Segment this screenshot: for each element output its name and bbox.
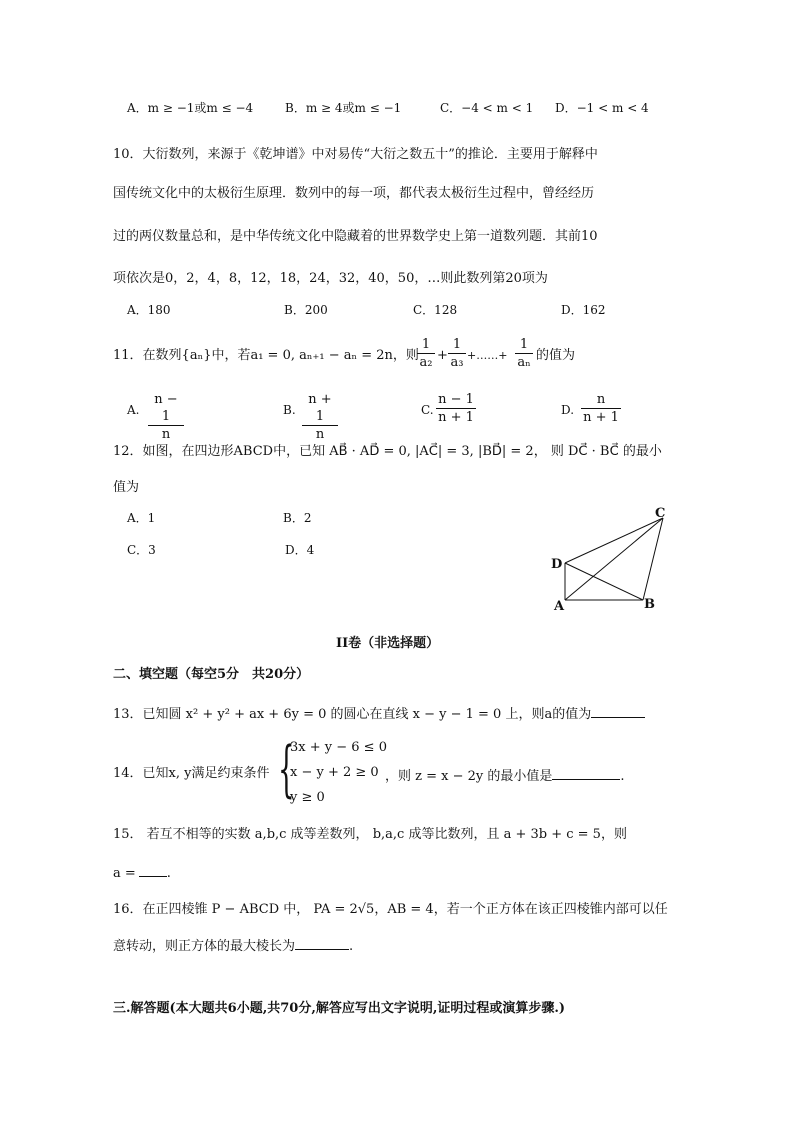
answer-blank bbox=[295, 935, 349, 950]
q9-option-d: D．−1 < m < 4 bbox=[555, 101, 649, 115]
fraction-numerator: 1 bbox=[417, 336, 435, 354]
section-3-heading: 三.解答题(本大题共6小题,共70分,解答应写出文字说明,证明过程或演算步骤.) bbox=[113, 1001, 566, 1016]
q15-line-2 bbox=[113, 862, 171, 883]
answer-blank bbox=[552, 765, 620, 780]
q11-option-c-label: C. bbox=[421, 403, 434, 417]
answer-blank bbox=[591, 703, 645, 718]
fraction-denominator: n + 1 bbox=[438, 410, 474, 425]
q13-text bbox=[113, 703, 645, 724]
q11-option-d-fraction bbox=[581, 391, 621, 426]
q11-option-d-label: D. bbox=[561, 403, 575, 417]
q14-suffix: ，则 z = x − 2y 的最小值是 bbox=[385, 769, 553, 784]
fraction-numerator: n − 1 bbox=[436, 391, 476, 409]
q16-line-2 bbox=[113, 935, 353, 956]
q16-stem-end: 意转动，则正方体的最大棱长为 bbox=[113, 939, 296, 954]
q12-stem-2: 值为 bbox=[113, 480, 140, 495]
q15-end: . bbox=[166, 866, 171, 881]
q12-option-a: A．1 bbox=[127, 511, 156, 525]
fraction-denominator: n bbox=[315, 427, 325, 442]
q11-ellipsis: +……+ bbox=[467, 349, 508, 362]
section-2-heading: 二、填空题（每空5分 共20分） bbox=[113, 667, 310, 682]
diagonal-bd bbox=[565, 563, 643, 600]
brace-symbol: { bbox=[278, 732, 295, 805]
q14-prefix: 14．已知x, y满足约束条件 bbox=[113, 766, 270, 781]
q10-line-3: 过的两仪数量总和，是中华传统文化中隐藏着的世界数学史上第一道数列题．其前10 bbox=[113, 229, 598, 244]
fraction-denominator: aₙ bbox=[517, 355, 531, 370]
q14-constraint-1: 3x + y − 6 ≤ 0 bbox=[290, 740, 387, 755]
q10-line-2: 国传统文化中的太极衍生原理．数列中的每一项，都代表太极衍生过程中，曾经经历 bbox=[113, 186, 595, 201]
q10-option-a: A．180 bbox=[127, 303, 171, 317]
diagonal-ac bbox=[565, 518, 663, 600]
q14-constraint-3: y ≥ 0 bbox=[290, 790, 325, 805]
q15-answer-prefix: a = bbox=[113, 866, 136, 881]
fraction-denominator: a₃ bbox=[450, 355, 464, 370]
q12-option-d: D．4 bbox=[285, 543, 315, 557]
q10-option-b: B．200 bbox=[284, 303, 328, 317]
q16-end: . bbox=[349, 939, 354, 954]
q11-stem-end: 的值为 bbox=[536, 348, 576, 363]
vertex-label-d: D bbox=[551, 557, 563, 572]
q16-line-1: 16．在正四棱锥 P − ABCD 中， PA = 2√5，AB = 4，若一个正方体在该正四棱锥内部可以任 bbox=[113, 902, 668, 917]
q9-option-a: A．m ≥ −1或m ≤ −4 bbox=[127, 101, 254, 115]
q9-option-c: C．−4 < m < 1 bbox=[440, 101, 534, 115]
q13-stem: 13．已知圆 x² + y² + ax + 6y = 0 的圆心在直线 x − y − 1 = 0 上，则a的值为 bbox=[113, 707, 592, 722]
fraction-numerator: 1 bbox=[515, 336, 533, 354]
q10-line-4: 项依次是0，2，4，8，12，18，24，32，40，50，…则此数列第20项为 bbox=[113, 271, 548, 286]
q11-option-a-label: A. bbox=[127, 403, 140, 417]
q12-option-c: C．3 bbox=[127, 543, 156, 557]
quadrilateral-figure bbox=[540, 500, 680, 618]
fraction-numerator: n + 1 bbox=[302, 391, 338, 426]
q14-suffix-line bbox=[385, 765, 625, 786]
fraction-denominator: a₂ bbox=[419, 355, 433, 370]
fraction-denominator: n bbox=[161, 427, 171, 442]
fraction-numerator: 1 bbox=[448, 336, 466, 354]
q11-fraction-2 bbox=[448, 336, 466, 371]
q15-line-1: 15． 若互不相等的实数 a,b,c 成等差数列， b,a,c 成等比数列，且 a + 3b + c = 5，则 bbox=[113, 827, 627, 842]
vertex-label-a: A bbox=[554, 599, 565, 614]
fraction-denominator: n + 1 bbox=[583, 410, 619, 425]
q14-end: . bbox=[620, 769, 625, 784]
q10-line-1: 10．大衍数列，来源于《乾坤谱》中对易传“大衍之数五十”的推论．主要用于解释中 bbox=[113, 147, 598, 162]
q11-option-b-fraction bbox=[302, 391, 338, 443]
q12-option-b: B．2 bbox=[283, 511, 312, 525]
edge-bc bbox=[643, 518, 663, 600]
q9-option-b: B．m ≥ 4或m ≤ −1 bbox=[285, 101, 402, 115]
answer-blank bbox=[139, 862, 167, 877]
q11-option-b-label: B. bbox=[283, 403, 296, 417]
q11-option-a-fraction bbox=[148, 391, 184, 443]
q14-constraint-2: x − y + 2 ≥ 0 bbox=[290, 765, 379, 780]
q11-fraction-1 bbox=[417, 336, 435, 371]
fraction-numerator: n − 1 bbox=[148, 391, 184, 426]
q11-plus: + bbox=[437, 348, 448, 363]
edge-cd bbox=[565, 518, 663, 563]
fraction-numerator: n bbox=[581, 391, 621, 409]
q11-stem: 11．在数列{aₙ}中，若a₁ = 0, aₙ₊₁ − aₙ = 2n，则 bbox=[113, 348, 419, 363]
vertex-label-b: B bbox=[644, 597, 655, 612]
q11-option-c-fraction bbox=[436, 391, 476, 426]
q11-fraction-3 bbox=[515, 336, 533, 371]
q12-stem: 12．如图，在四边形ABCD中，已知 AB⃗ · AD⃗ = 0, |AC⃗| = 3, |BD⃗| = 2， 则 DC⃗ · BC⃗ 的最小 bbox=[113, 444, 662, 459]
q10-option-d: D．162 bbox=[561, 303, 606, 317]
section-2-title: II卷（非选择题） bbox=[336, 636, 440, 651]
q10-option-c: C．128 bbox=[413, 303, 458, 317]
vertex-label-c: C bbox=[655, 506, 666, 521]
